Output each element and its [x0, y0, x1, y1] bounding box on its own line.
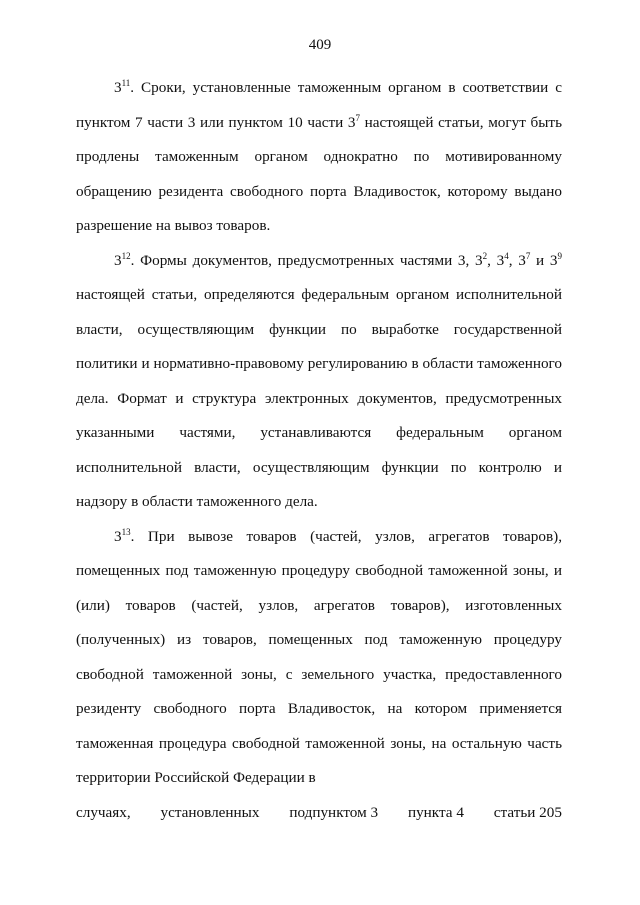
paragraph-number: 3: [114, 251, 122, 269]
paragraph-text-continued: настоящей статьи, могут быть продлены таможенным органом однократно по мотивированному обращению резидента свободного порта Владивосток, которому выдано разрешение на вывоз товаров.: [76, 113, 562, 234]
inline-superscript: 9: [557, 250, 562, 261]
inline-superscript: 7: [355, 112, 360, 123]
inline-superscript: 7: [525, 250, 531, 261]
paragraph-text: , 3: [487, 251, 505, 269]
paragraph-text: . При вывозе товаров (частей, узлов, агрегатов товаров), помещенных под таможенную процедуру свободной таможенной зоны, и (или) товаров (частей, узлов, агрегатов товаров), изготовленных (полученных) из товаров, помещенных под таможенную процедуру свободной таможенной зоны, с земельного участка, предоставленного резиденту свободного порта Владивосток, на котором применяется таможенная процедура свободной таможенной зоны, на остальную часть территории Российской Федерации в: [76, 527, 562, 786]
inline-superscript: 2: [482, 250, 488, 261]
paragraph-superscript: 12: [121, 250, 131, 261]
word: случаях,: [76, 803, 131, 821]
document-body: [76, 71, 562, 830]
paragraph-superscript: 13: [121, 526, 131, 537]
page-number: 409: [308, 37, 332, 53]
word: подпунктом 3: [289, 803, 379, 821]
paragraph-superscript: 11: [121, 78, 131, 88]
paragraph-number: 3: [114, 527, 122, 545]
paragraph-number: 3: [114, 79, 122, 96]
word: установленных: [160, 803, 260, 821]
paragraph-3-13: [76, 520, 562, 796]
word: статьи 205: [493, 803, 562, 821]
paragraph-text: . Сроки, установленные таможенным органом в соответствии с пунктом 7 части 3 или пунктом 10 части 3: [76, 79, 562, 131]
word: пункта 4: [407, 803, 464, 821]
paragraph-3-13-last-line: [76, 796, 562, 831]
inline-superscript: 4: [504, 250, 509, 261]
paragraph-3-12: [76, 244, 562, 520]
paragraph-text: , 3: [508, 251, 526, 269]
paragraph-text: и 3: [530, 251, 558, 269]
paragraph-3-11: [76, 71, 562, 244]
paragraph-text-continued: настоящей статьи, определяются федеральным органом исполнительной власти, осуществляющим функции по выработке государственной политики и нормативно-правовому регулированию в области таможенного дела. Формат и структура электронных документов, предусмотренных указанными частями, устанавливаются федеральным органом исполнительной власти, осуществляющим функции по контролю и надзору в области таможенного дела.: [76, 286, 562, 510]
paragraph-text: . Формы документов, предусмотренных частями 3, 3: [130, 251, 483, 269]
